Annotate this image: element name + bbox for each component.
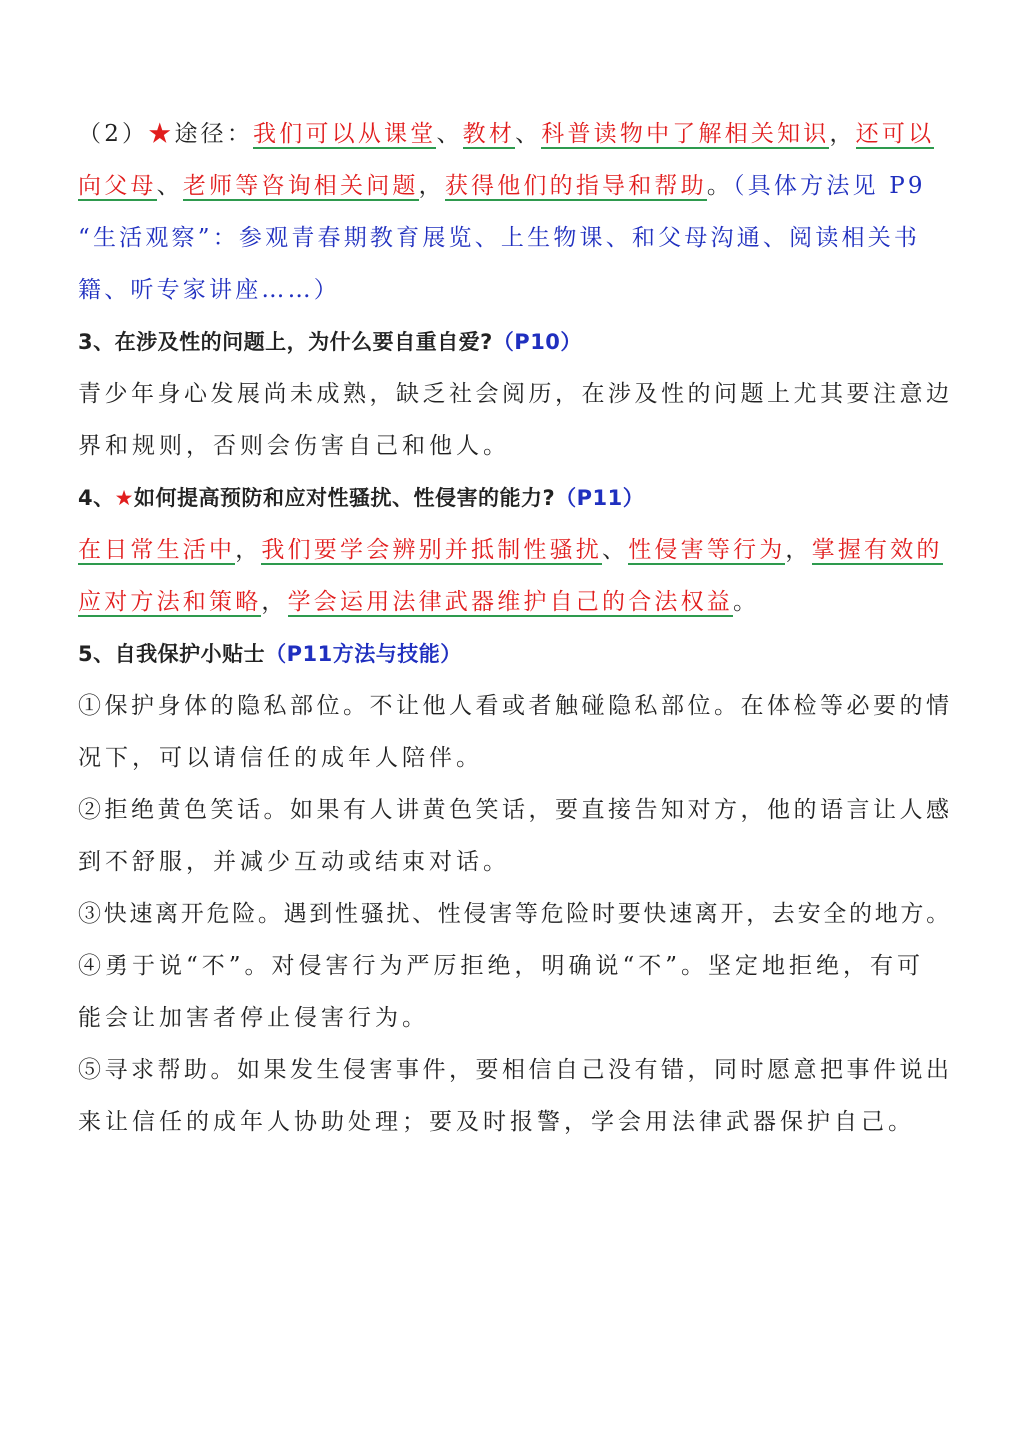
p2-sep3: ，: [829, 121, 856, 147]
tip-5-line-1: ⑤寻求帮助。如果发生侵害事件，要相信自己没有错，同时愿意把事件说出: [78, 1057, 953, 1083]
p2-line-2: [78, 166, 958, 206]
star-icon: ★: [148, 121, 175, 147]
q4-c1: ，: [235, 537, 262, 563]
p2-sep1: 、: [436, 121, 463, 147]
p2-sep5: 、: [156, 173, 183, 199]
q3-heading: [78, 322, 958, 362]
tip-5-line-2: 来让信任的成年人协助处理；要及时报警，学会用法律武器保护自己。: [78, 1109, 915, 1135]
q4-num: 4、: [78, 486, 115, 510]
p2-label: 途径：: [174, 121, 254, 147]
p2-seg1: 我们可以从课堂: [253, 121, 437, 147]
q5-heading: [78, 634, 958, 674]
tip-1-line-2: 况下，可以请信任的成年人陪伴。: [78, 745, 483, 771]
q4-s3: 性侵害等行为: [628, 537, 786, 563]
p2-sep6: ，: [418, 173, 445, 199]
p2-seg3: 科普读物中了解相关知识: [541, 121, 830, 147]
tip-4-line-2: 能会让加害者停止侵害行为。: [78, 1005, 429, 1031]
p2-sep2: 、: [515, 121, 542, 147]
q4-heading: [78, 478, 958, 518]
p2-end7: 。: [706, 173, 734, 199]
q3-ref: （P10）: [492, 330, 582, 354]
q4-answer-1: [78, 530, 958, 570]
p2-prefix: （2）: [78, 121, 149, 147]
q5-title: 5、自我保护小贴士: [78, 642, 266, 666]
p2-line-1: [78, 114, 958, 154]
q4-c3: ，: [785, 537, 812, 563]
q4-s1: 在日常生活中: [78, 537, 236, 563]
p2-seg2: 教材: [462, 121, 516, 147]
p2-seg7: 获得他们的指导和帮助: [444, 173, 707, 199]
q4-s5: 应对方法和策略: [78, 589, 262, 615]
q4-s2: 我们要学会辨别并抵制性骚扰: [261, 537, 603, 563]
tip-4-line-1: ④勇于说“不”。对侵害行为严厉拒绝，明确说“不”。坚定地拒绝，有可: [78, 953, 925, 979]
q4-answer-2: [78, 582, 958, 622]
q5-ref: （P11方法与技能）: [265, 642, 462, 666]
q3-answer-2: 界和规则，否则会伤害自己和他人。: [78, 433, 510, 459]
p2-seg4: 还可以: [855, 121, 935, 147]
tip-2-line-1: ②拒绝黄色笑话。如果有人讲黄色笑话，要直接告知对方，他的语言让人感: [78, 797, 953, 823]
p2-note-1: （具体方法见 P9: [733, 173, 926, 199]
q4-c6: 。: [733, 589, 760, 615]
q4-title: 如何提高预防和应对性骚扰、性侵害的能力?: [133, 486, 556, 510]
q3-title: 3、在涉及性的问题上，为什么要自重自爱?: [78, 330, 493, 354]
p2-seg6: 老师等咨询相关问题: [182, 173, 419, 199]
star-icon: ★: [114, 486, 134, 510]
q3-answer-1: 青少年身心发展尚未成熟，缺乏社会阅历，在涉及性的问题上尤其要注意边: [78, 381, 953, 407]
p2-seg5: 向父母: [78, 173, 157, 199]
p2-note-3: 籍、听专家讲座……）: [78, 277, 340, 303]
q4-s4: 掌握有效的: [811, 537, 943, 563]
tip-3-line-1: ③快速离开危险。遇到性骚扰、性侵害等危险时要快速离开，去安全的地方。: [78, 901, 952, 927]
q4-ref: （P11）: [555, 486, 645, 510]
tip-1-line-1: ①保护身体的隐私部位。不让他人看或者触碰隐私部位。在体检等必要的情: [78, 693, 953, 719]
tip-2-line-2: 到不舒服，并减少互动或结束对话。: [78, 849, 510, 875]
p2-note-2: “生活观察”：参观青春期教育展览、上生物课、和父母沟通、阅读相关书: [78, 225, 921, 251]
q4-s6: 学会运用法律武器维护自己的合法权益: [287, 589, 734, 615]
q4-c2: 、: [602, 537, 629, 563]
q4-c5: ，: [261, 589, 288, 615]
